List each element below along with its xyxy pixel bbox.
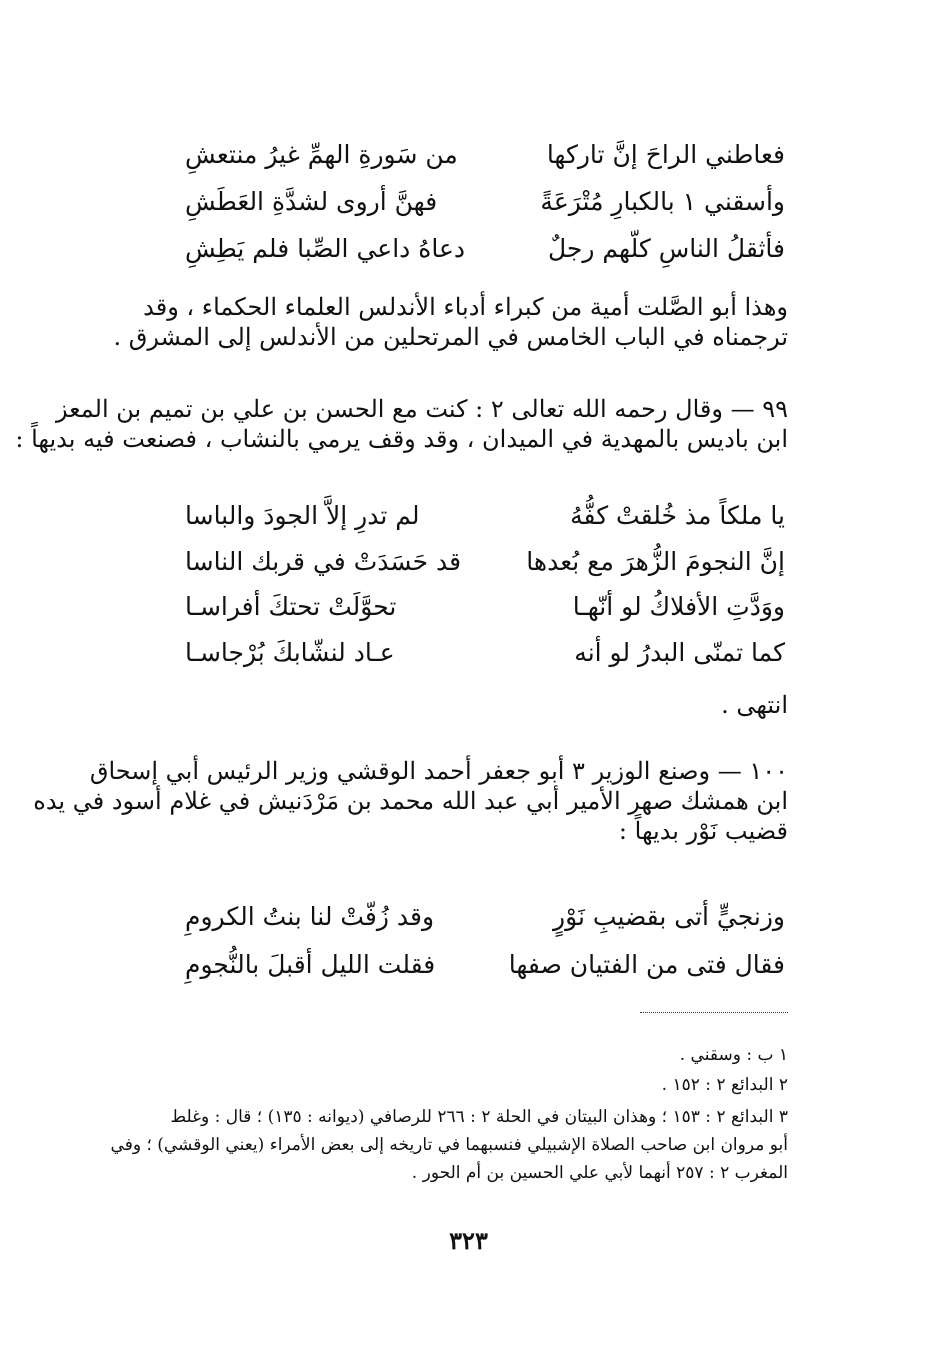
paragraph-line: ٩٩ — وقال رحمه الله تعالى ٢ : كنت مع الحسن بن علي بن تميم بن المعز [55, 395, 788, 423]
verse-hemistich-first: يا ملكاً مذ خُلقتْ كفُّهُ [570, 501, 785, 530]
verse-line [185, 902, 785, 932]
paragraph-line: قضيب نَوْر بديهاً : [618, 817, 788, 845]
verse-line [185, 950, 785, 980]
verse-hemistich-second: دعاهُ داعي الصِّبا فلم يَطِشِ [185, 234, 465, 263]
verse-hemistich-second: فقلت الليل أقبلَ بالنُّجومِ [185, 950, 436, 979]
page-number: ٣٢٣ [449, 1226, 488, 1255]
verse-line [185, 638, 785, 668]
verse-hemistich-first: إنَّ النجومَ الزُّهرَ مع بُعدها [526, 547, 785, 576]
verse-line [185, 592, 785, 622]
verse-hemistich-first: وزنجيٍّ أتى بقضيبِ نَوْرٍ [553, 902, 785, 931]
paragraph-line: ١٠٠ — وصنع الوزير ٣ أبو جعفر أحمد الوقشي وزير الرئيس أبي إسحاق [89, 757, 788, 785]
verse-line [185, 234, 785, 264]
verse-hemistich-second: قد حَسَدَتْ في قربك الناسا [185, 547, 462, 576]
verse-line [185, 140, 785, 170]
verse-hemistich-second: فهنَّ أروى لشدَّةِ العَطَشِ [185, 187, 438, 216]
paragraph-line: ترجمناه في الباب الخامس في المرتحلين من الأندلس إلى المشرق . [113, 323, 788, 351]
verse-line [185, 187, 785, 217]
footnote: ٢ البدائع ٢ : ١٥٢ . [661, 1075, 788, 1095]
verse-hemistich-first: ووَدَّتِ الأفلاكُ لو أنّهـا [572, 592, 785, 621]
paragraph-line: وهذا أبو الصَّلت أمية من كبراء أدباء الأندلس العلماء الحكماء ، وقد [143, 293, 788, 321]
paragraph [113, 292, 788, 352]
verse-hemistich-second: عـاد لنشّابكَ بُرْجاسـا [185, 638, 395, 667]
entry-99-paragraph [15, 394, 788, 454]
paragraph-line: ابن باديس بالمهدية في الميدان ، وقد وقف يرمي بالنشاب ، فصنعت فيه بديهاً : [15, 425, 788, 453]
verse-line [185, 501, 785, 531]
verse-hemistich-second: وقد زُفّتْ لنا بنتُ الكرومِ [185, 902, 435, 931]
verse-hemistich-first: كما تمنّى البدرُ لو أنه [574, 638, 785, 667]
entry-100-paragraph [33, 756, 788, 846]
footnote: ٣ البدائع ٢ : ١٥٣ ؛ وهذان البيتان في الحلة ٢ : ٢٦٦ للرصافي (ديوانه : ١٣٥) ؛ قال : وغلط [170, 1107, 788, 1127]
end-marker [133, 690, 788, 720]
verse-hemistich-first: فقال فتى من الفتيان صفها [508, 950, 785, 979]
verse-hemistich-second: من سَورةِ الهمِّ غيرُ منتعشِ [185, 140, 458, 169]
footnote-divider [640, 1012, 788, 1013]
verse-hemistich-first: فعاطني الراحَ إنَّ تاركها [546, 140, 785, 169]
verse-hemistich-second: لم تدرِ إلاَّ الجودَ والباسا [185, 501, 420, 530]
verse-line [185, 547, 785, 577]
verse-hemistich-second: تحوَّلَتْ تحتكَ أفراسـا [185, 592, 397, 621]
verse-hemistich-first: فأثقلُ الناسِ كلّهم رجلٌ [548, 234, 785, 263]
footnote-continuation: أبو مروان ابن صاحب الصلاة الإشبيلي فنسبهما في تاريخه إلى بعض الأمراء (يعني الوقشي) ؛ وفي [110, 1135, 788, 1155]
footnote: ١ ب : وسقني . [679, 1045, 788, 1065]
paragraph-line: ابن همشك صهر الأمير أبي عبد الله محمد بن مَرْدَنيش في غلام أسود في يده [33, 787, 788, 815]
footnote-continuation: المغرب ٢ : ٢٥٧ أنهما لأبي علي الحسين بن أم الحور . [411, 1163, 788, 1183]
verse-hemistich-first: وأسقني ١ بالكبارِ مُتْرَعَةً [540, 187, 785, 216]
end-marker-text: انتهى . [721, 691, 788, 719]
